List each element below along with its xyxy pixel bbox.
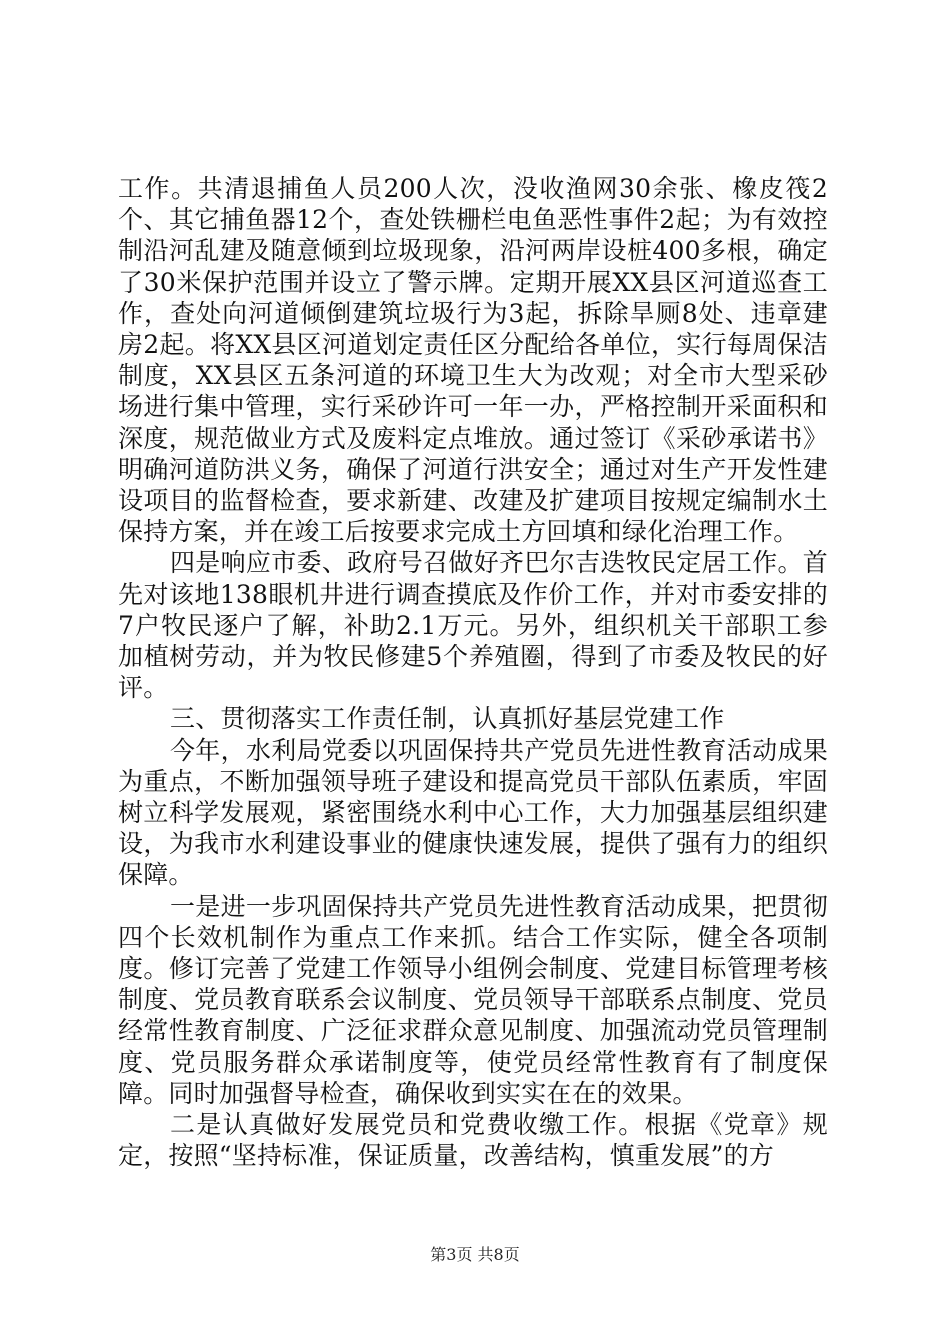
document-body	[118, 173, 828, 1172]
page-number-footer: 第3页 共8页	[430, 1245, 520, 1264]
paragraph-party-building: 今年，水利局党委以巩固保持共产党员先进性教育活动成果为重点，不断加强领导班子建设和提高党员干部队伍素质，牢固树立科学发展观，紧密围绕水利中心工作，大力加强基层组织建设，为我市水利建设事业的健康快速发展，提供了强有力的组织保障。	[118, 735, 828, 890]
paragraph-point-two: 二是认真做好发展党员和党费收缴工作。根据《党章》规定，按照“坚持标准，保证质量，改善结构，慎重发展”的方	[118, 1110, 828, 1171]
section-heading-three: 三、贯彻落实工作责任制，认真抓好基层党建工作	[170, 704, 725, 734]
paragraph-point-one: 一是进一步巩固保持共产党员先进性教育活动成果，把贯彻四个长效机制作为重点工作来抓。结合工作实际，健全各项制度。修订完善了党建工作领导小组例会制度、党建目标管理考核制度、党员教育联系会议制度、党员领导干部联系点制度、党员经常性教育制度、广泛征求群众意见制度、加强流动党员管理制度、党员服务群众承诺制度等，使党员经常性教育有了制度保障。同时加强督导检查，确保收到实实在在的效果。	[118, 891, 828, 1108]
paragraph-continuation: 工作。共清退捕鱼人员200人次，没收渔网30余张、橡皮筏2个、其它捕鱼器12个，查处铁栅栏电鱼恶性事件2起；为有效控制沿河乱建及随意倾到垃圾现象，沿河两岸设桩400多根，确定了30米保护范围并设立了警示牌。定期开展XX县区河道巡查工作，查处向河道倾倒建筑垃圾行为3起，拆除旱厕8处、违章建房2起。将XX县区河道划定责任区分配给各单位，实行每周保洁制度，XX县区五条河道的环境卫生大为改观；对全市大型采砂场进行集中管理，实行采砂许可一年一办，严格控制开采面积和深度，规范做业方式及废料定点堆放。通过签订《采砂承诺书》明确河道防洪义务，确保了河道行洪安全；通过对生产开发性建设项目的监督检查，要求新建、改建及扩建项目按规定编制水土保持方案，并在竣工后按要求完成土方回填和绿化治理工作。	[118, 174, 828, 547]
paragraph-point-four: 四是响应市委、政府号召做好齐巴尔吉迭牧民定居工作。首先对该地138眼机井进行调查摸底及作价工作，并对市委安排的7户牧民逐户了解，补助2.1万元。另外，组织机关干部职工参加植树劳动，并为牧民修建5个养殖圈，得到了市委及牧民的好评。	[118, 548, 828, 703]
